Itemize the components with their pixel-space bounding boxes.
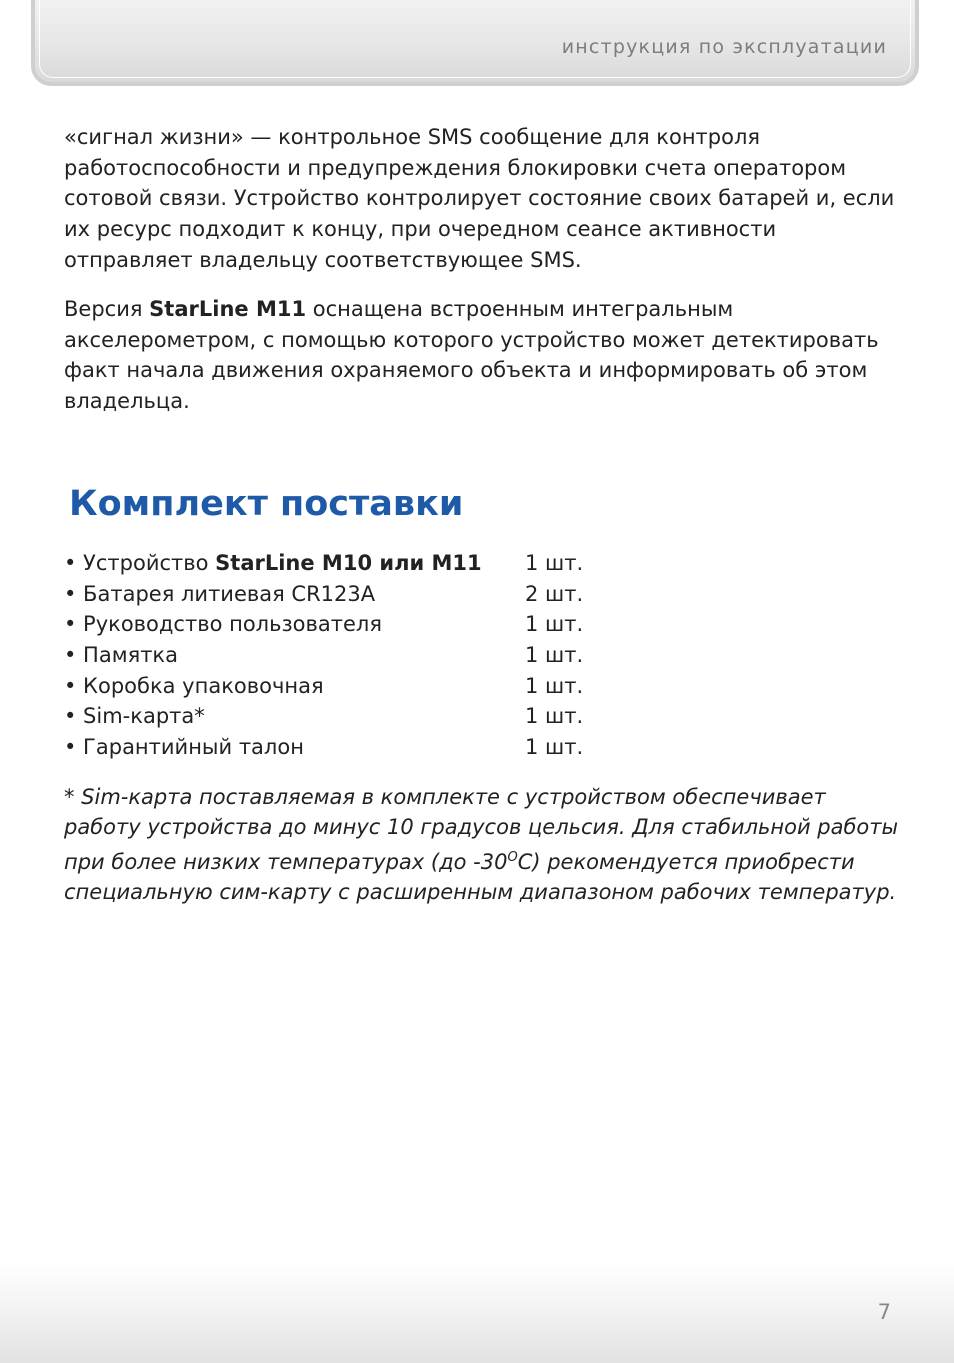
header-title: инструкция по эксплуатации	[561, 36, 887, 58]
footnote-text: С) рекомендуется приобрести специальную сим-карту с расширенным диапазоном рабочих температур.	[64, 849, 897, 905]
item-quantity: 1 шт.	[525, 704, 584, 729]
paragraph-signal-of-life: «сигнал жизни» — контрольное SMS сообщение для контроля работоспособности и предупреждения блокировки счета оператором сотовой связи. Устройство контролирует состояние своих батарей и, если их ресурс подходит к концу, при очередном сеансе активности отправляет владельцу соответствующее SMS.	[64, 125, 895, 272]
paragraph-accelerometer	[64, 294, 904, 417]
item-name: • Устройство	[64, 551, 216, 575]
section-heading: Комплект поставки	[69, 484, 464, 524]
sim-card-footnote	[64, 782, 904, 908]
product-name: StarLine M11	[149, 297, 307, 321]
list-item	[64, 548, 664, 579]
item-name: • Памятка	[64, 643, 178, 668]
item-quantity: 1 шт.	[525, 643, 584, 668]
item-name: • Коробка упаковочная	[64, 673, 324, 698]
footnote-text: * Sim-карта поставляемая в комплекте с устройством обеспечивает работу устройства до минус 10 градусов цельсия. Для стабильной работы при более низких температурах (до -30	[64, 785, 899, 874]
page-header	[31, 0, 919, 86]
footnote-superscript: O	[507, 849, 518, 865]
list-item	[64, 640, 664, 671]
item-name-bold: StarLine M10 или M11	[215, 551, 482, 575]
item-quantity: 1 шт.	[525, 612, 584, 637]
item-quantity: 1 шт.	[525, 735, 584, 760]
item-quantity: 2 шт.	[525, 581, 584, 606]
item-name: • Батарея литиевая CR123A	[64, 581, 376, 606]
paragraph-text: оснащена встроенным интегральным акселерометром, с помощью которого устройство может детектировать факт начала движения охраняемого объекта и информировать об этом владельца.	[64, 297, 879, 414]
paragraph-text: Версия	[64, 297, 150, 321]
list-item	[64, 609, 664, 640]
list-item	[64, 732, 664, 763]
page-footer	[0, 1262, 954, 1363]
item-name: • Sim-карта*	[64, 704, 205, 729]
item-name: • Руководство пользователя	[64, 612, 382, 637]
item-name: • Гарантийный талон	[64, 735, 304, 760]
list-item	[64, 701, 664, 732]
list-item	[64, 579, 664, 610]
page-number: 7	[877, 1300, 891, 1324]
item-quantity: 1 шт.	[525, 673, 584, 698]
item-quantity: 1 шт.	[525, 551, 584, 575]
package-contents-list	[64, 548, 664, 763]
list-item	[64, 671, 664, 702]
